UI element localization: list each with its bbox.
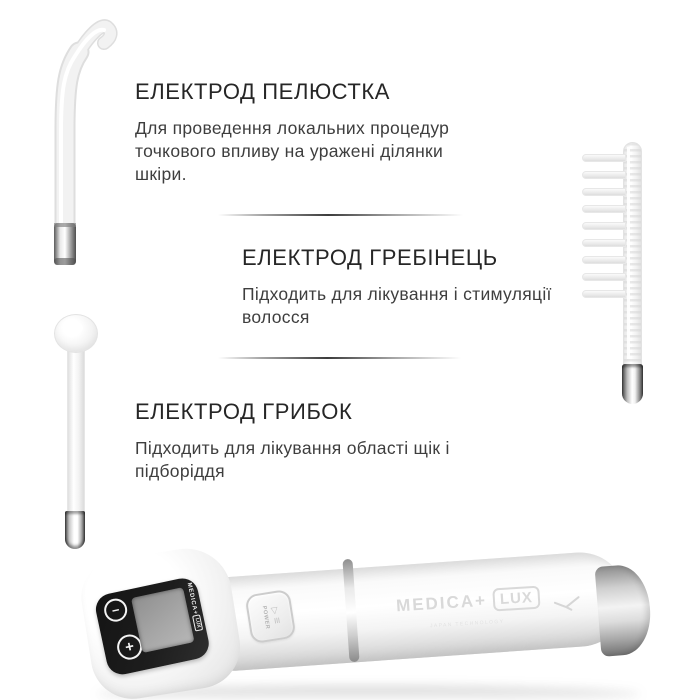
section-petal [135, 80, 449, 186]
comb-tooth [582, 273, 626, 281]
triangle-icon: ▷ [269, 606, 281, 615]
mushroom-bulb [54, 314, 98, 353]
petal-electrode-image [35, 10, 125, 266]
plus-icon: + [123, 637, 136, 657]
power-label: POWER [260, 605, 271, 630]
mushroom-stem [67, 348, 85, 513]
comb-tooth [582, 154, 626, 162]
device-metal-cap [595, 563, 654, 657]
power-icon-group [269, 605, 283, 626]
brand-name: MEDICA+ [395, 590, 488, 615]
section-comb [242, 246, 552, 329]
bars-icon: ≡ [269, 616, 283, 625]
section-title: ЕЛЕКТРОД ГРИБОК [135, 399, 353, 424]
section-description-line: Підходить для лікування області щік і [135, 438, 450, 458]
section-description-line: шкіри. [135, 164, 187, 184]
panel-brand-badge: LUX [191, 614, 202, 631]
comb-tooth [582, 256, 626, 264]
minus-icon: − [110, 602, 121, 619]
comb-metal-base [622, 364, 643, 404]
comb-tooth [582, 222, 626, 230]
comb-tooth [582, 290, 626, 298]
device-head [76, 542, 246, 700]
mushroom-electrode-image [40, 300, 115, 552]
brand-badge: LUX [492, 586, 540, 612]
darsonval-device-image [78, 548, 663, 700]
power-button [244, 589, 296, 644]
brand-swoosh-icon [551, 591, 583, 617]
comb-electrode-image [565, 138, 660, 410]
section-description-line: Підходить для лікування і стимуляції [242, 284, 552, 304]
section-description-line: волосся [242, 307, 310, 327]
panel-brand-name: MEDICA+ [185, 582, 199, 616]
mushroom-metal-base [65, 511, 85, 549]
petal-electrode-icon [35, 10, 125, 266]
comb-tooth [582, 171, 626, 179]
comb-tooth [582, 205, 626, 213]
section-title: ЕЛЕКТРОД ПЕЛЮСТКА [135, 79, 391, 104]
comb-tooth [582, 239, 626, 247]
section-divider [218, 214, 463, 216]
section-title: ЕЛЕКТРОД ГРЕБІНЕЦЬ [242, 245, 498, 270]
minus-button [102, 597, 129, 624]
section-description-line: точкового впливу на уражені ділянки [135, 141, 444, 161]
control-panel [93, 575, 212, 677]
section-description-line: Для проведення локальних процедур [135, 118, 450, 138]
section-divider [218, 357, 461, 359]
section-mushroom [135, 400, 450, 483]
brand-tagline: JAPAN TECHNOLOGY [429, 618, 505, 630]
comb-tooth [582, 188, 626, 196]
section-description-line: підборіддя [135, 461, 225, 481]
